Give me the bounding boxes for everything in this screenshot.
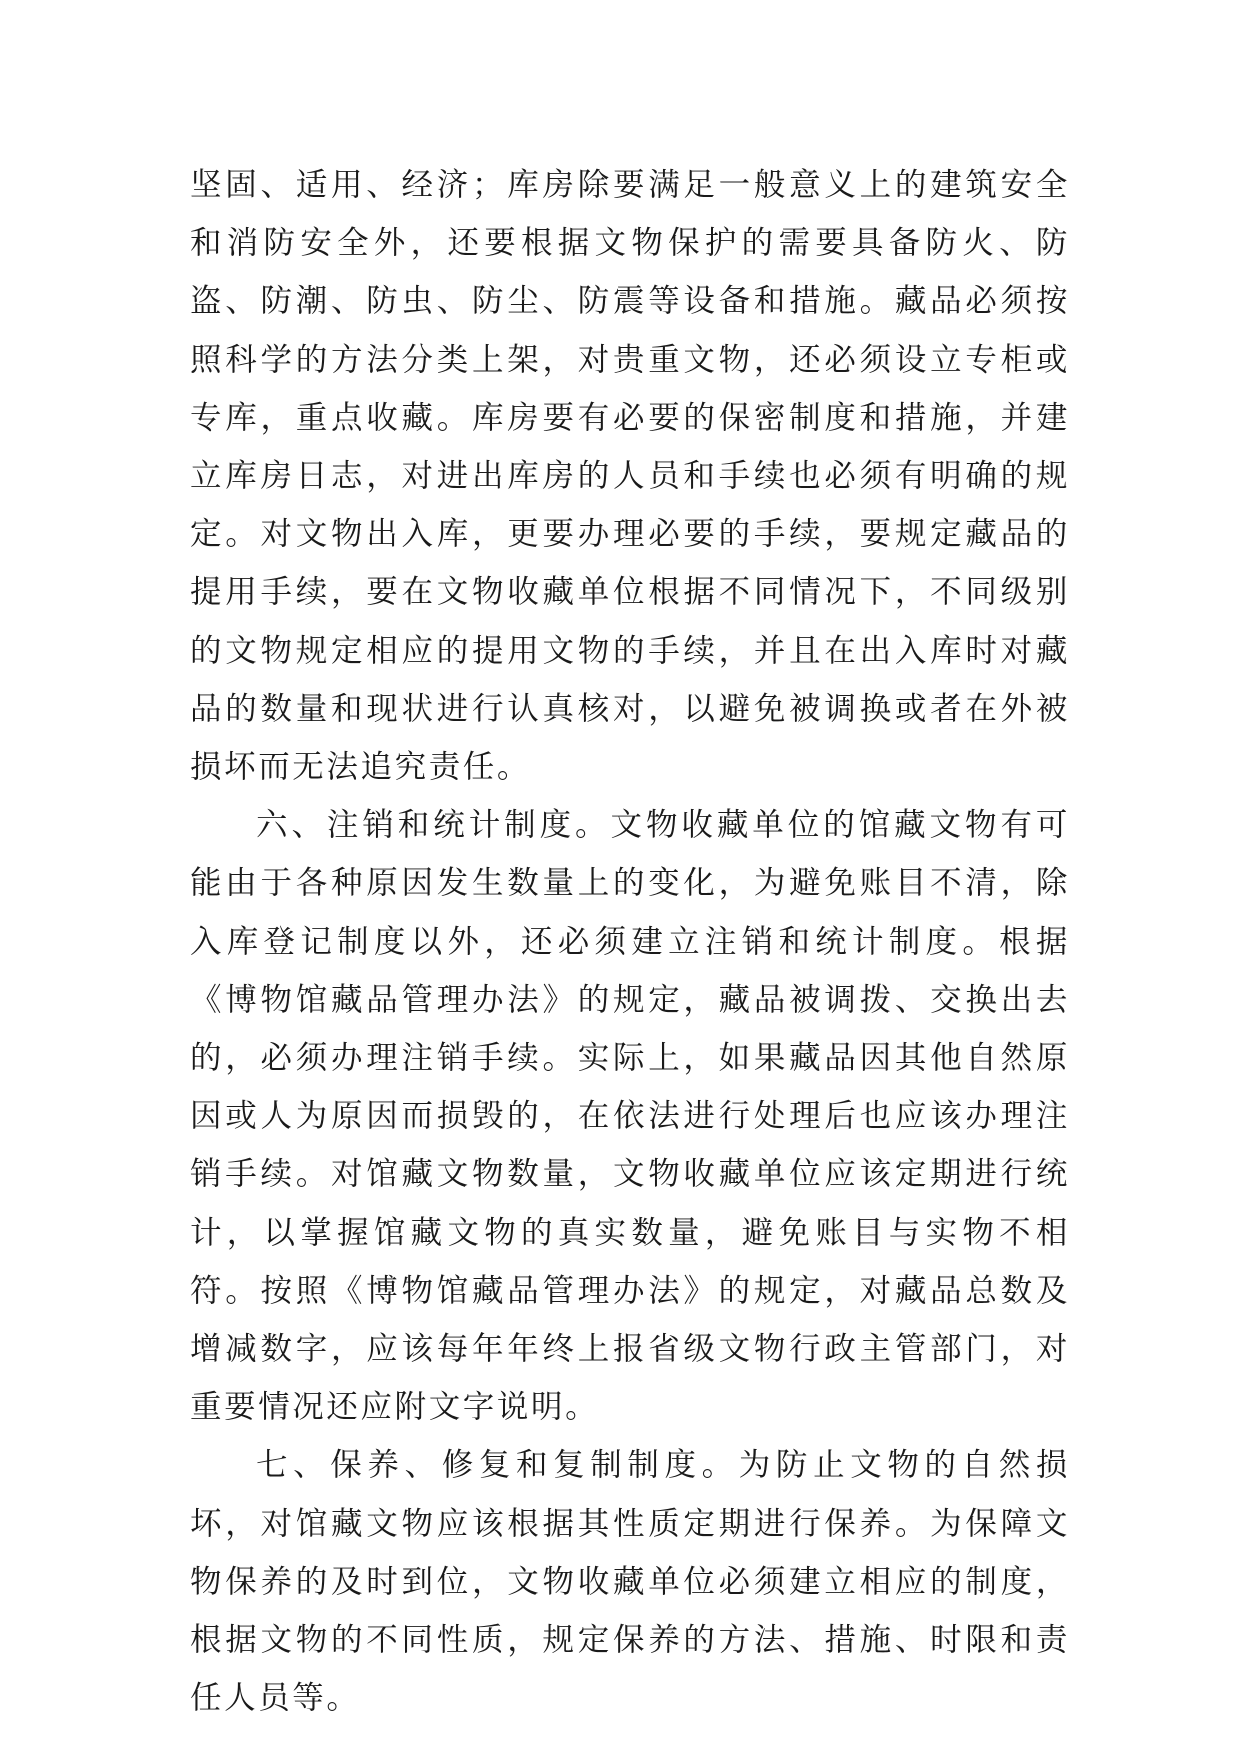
paragraph-section-six: 六、注销和统计制度。文物收藏单位的馆藏文物有可能由于各种原因发生数量上的变化，为避免账目不清，除入库登记制度以外，还必须建立注销和统计制度。根据《博物馆藏品管理办法》的规定，藏品被调拨、交换出去的，必须办理注销手续。实际上，如果藏品因其他自然原因或人为原因而损毁的，在依法进行处理后也应该办理注销手续。对馆藏文物数量，文物收藏单位应该定期进行统计，以掌握馆藏文物的真实数量，避免账目与实物不相符。按照《博物馆藏品管理办法》的规定，对藏品总数及增减数字，应该每年年终上报省级文物行政主管部门，对重要情况还应附文字说明。 (190, 807, 1070, 1426)
paragraph-section-seven: 七、保养、修复和复制制度。为防止文物的自然损坏，对馆藏文物应该根据其性质定期进行保养。为保障文物保养的及时到位，文物收藏单位必须建立相应的制度，根据文物的不同性质，规定保养的方法、措施、时限和责任人员等。 (190, 1447, 1070, 1717)
document-body (190, 156, 1070, 1727)
paragraph-continuation: 坚固、适用、经济；库房除要满足一般意义上的建筑安全和消防安全外，还要根据文物保护的需要具备防火、防盗、防潮、防虫、防尘、防震等设备和措施。藏品必须按照科学的方法分类上架，对贵重文物，还必须设立专柜或专库，重点收藏。库房要有必要的保密制度和措施，并建立库房日志，对进出库房的人员和手续也必须有明确的规定。对文物出入库，更要办理必要的手续，要规定藏品的提用手续，要在文物收藏单位根据不同情况下，不同级别的文物规定相应的提用文物的手续，并且在出入库时对藏品的数量和现状进行认真核对，以避免被调换或者在外被损坏而无法追究责任。 (190, 167, 1070, 786)
